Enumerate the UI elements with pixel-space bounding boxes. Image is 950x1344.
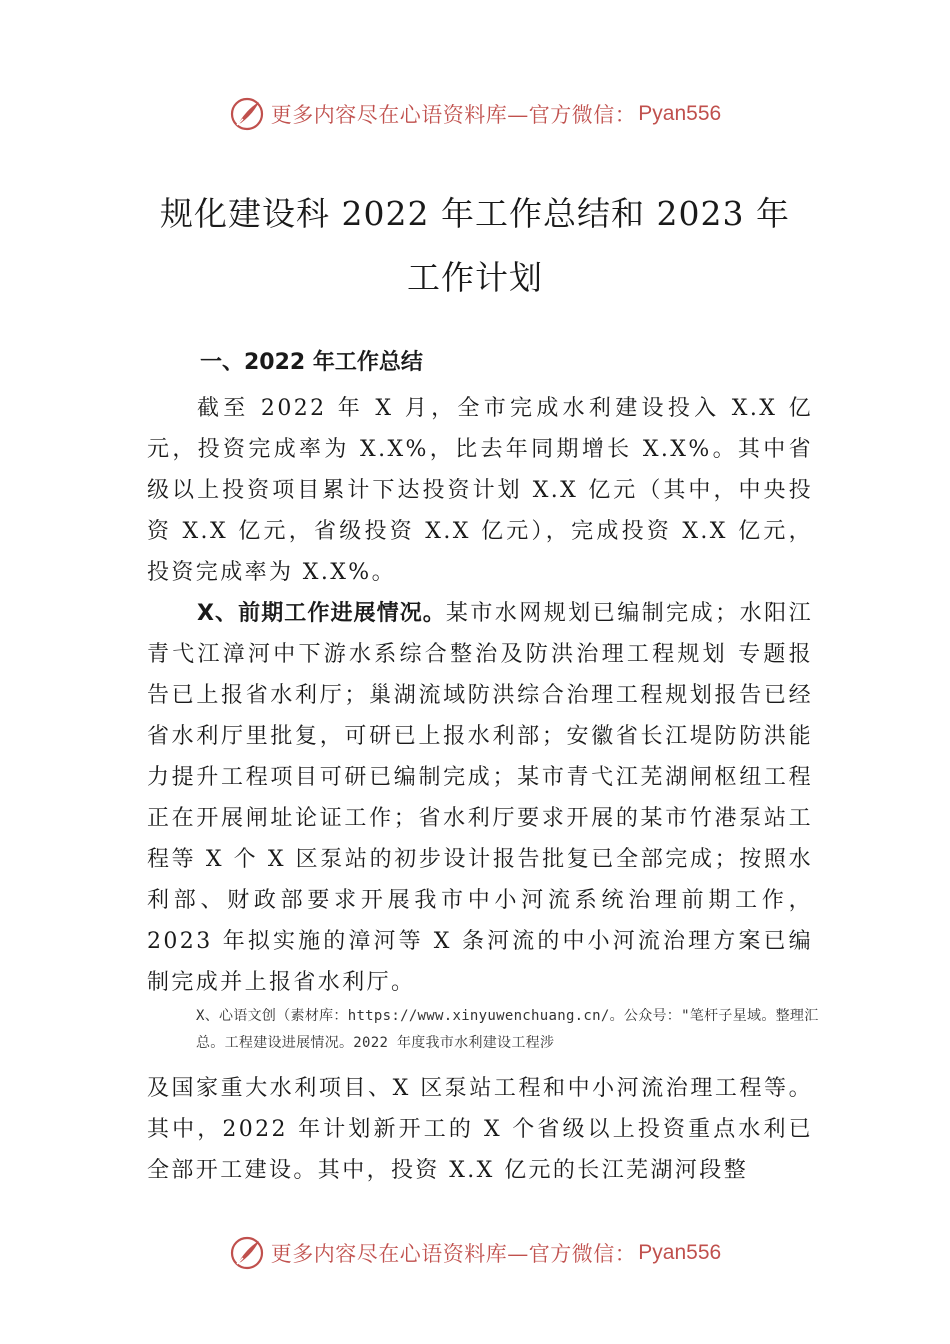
document-title-line2: 工作计划 xyxy=(407,258,543,297)
header-banner xyxy=(0,92,950,136)
banner-wechat-id: Pyan556 xyxy=(638,1241,722,1264)
document-title-line1: 规化建设科 2022 年工作总结和 2023 年 xyxy=(160,194,790,233)
body-paragraph-progress xyxy=(147,593,813,1003)
quill-pen-logo-icon xyxy=(229,96,265,132)
banner-text: 更多内容尽在心语资料库—官方微信： xyxy=(270,1242,637,1266)
body-paragraph: 截至 2022 年 X 月，全市完成水利建设投入 X.X 亿元，投资完成率为 X.X%，比去年同期增长 X.X%。其中省级以上投资项目累计下达投资计划 X.X 亿元（其中，中央投资 X.X 亿元，省级投资 X.X 亿元），完成投资 X.X 亿元，投资完成率为 X.X%。 xyxy=(147,396,813,585)
paragraph-lead: X、前期工作进展情况。 xyxy=(197,601,446,626)
section-heading: 一、2022 年工作总结 xyxy=(200,350,423,375)
banner-wechat-id: Pyan556 xyxy=(638,102,722,125)
quill-pen-logo-icon xyxy=(229,1235,265,1271)
footer-banner xyxy=(0,1231,950,1275)
banner-text: 更多内容尽在心语资料库—官方微信： xyxy=(270,103,637,127)
source-note: X、心语文创（素材库：https://www.xinyuwenchuang.cn/。公众号："笔杆子星域。整理汇总。工程建设进展情况。2022 年度我市水利建设工程涉 xyxy=(196,1008,819,1051)
paragraph-body: 某市水网规划已编制完成；水阳江青弋江漳河中下游水系综合整治及防洪治理工程规划 专题报告已上报省水利厅；巢湖流域防洪综合治理工程规划报告已经省水利厅里批复，可研已上报水利部；安徽省长江堤防防洪能力提升工程项目可研已编制完成；某市青弋江芜湖闸枢纽工程正在开展闸址论证工作；省水利厅要求开展的某市竹港泵站工程等 X 个 X 区泵站的初步设计报告批复已全部完成；按照水利部、财政部要求开展我市中小河流系统治理前期工作，2023 年拟实施的漳河等 X 条河流的中小河流治理方案已编制完成并上报省水利厅。 xyxy=(147,601,813,995)
body-paragraph-continued: 及国家重大水利项目、X 区泵站工程和中小河流治理工程等。其中，2022 年计划新开工的 X 个省级以上投资重点水利已全部开工建设。其中，投资 X.X 亿元的长江芜湖河段整 xyxy=(147,1076,813,1183)
